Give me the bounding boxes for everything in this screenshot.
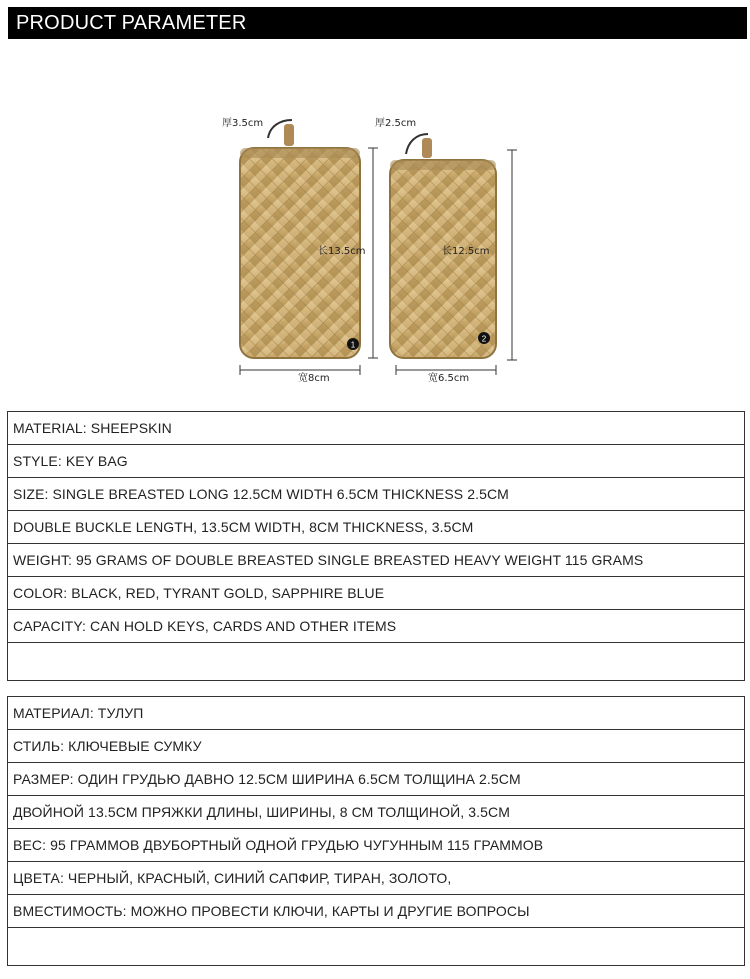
table-row: [8, 610, 745, 643]
spec-style-ru: СТИЛЬ: КЛЮЧЕВЫЕ СУМКУ: [8, 730, 745, 763]
spec-color-ru: ЦВЕТА: ЧЕРНЫЙ, КРАСНЫЙ, СИНИЙ САПФИР, ТИРАН, ЗОЛОТО,: [8, 862, 745, 895]
table-row: [8, 643, 745, 681]
table-row: [8, 697, 745, 730]
table-row: [8, 862, 745, 895]
spec-weight: WEIGHT: 95 GRAMS OF DOUBLE BREASTED SINGLE BREASTED HEAVY WEIGHT 115 GRAMS: [8, 544, 745, 577]
right-thickness-label: 厚2.5cm: [375, 118, 417, 129]
spec-double-size-ru: ДВОЙНОЙ 13.5CM ПРЯЖКИ ДЛИНЫ, ШИРИНЫ, 8 СМ ТОЛЩИНОЙ, 3.5CM: [8, 796, 745, 829]
left-width-label: 宽8cm: [298, 373, 330, 384]
product-image: [210, 108, 540, 393]
spec-color: COLOR: BLACK, RED, TYRANT GOLD, SAPPHIRE BLUE: [8, 577, 745, 610]
table-row: [8, 895, 745, 928]
left-thickness-label: 厚3.5cm: [222, 118, 264, 129]
table-row: [8, 928, 745, 966]
spec-empty-row-ru: [8, 928, 745, 966]
right-badge: 2: [481, 334, 487, 344]
table-row: [8, 763, 745, 796]
spec-double-size: DOUBLE BUCKLE LENGTH, 13.5CM WIDTH, 8CM THICKNESS, 3.5CM: [8, 511, 745, 544]
spec-size: SIZE: SINGLE BREASTED LONG 12.5CM WIDTH 6.5CM THICKNESS 2.5CM: [8, 478, 745, 511]
table-row: [8, 478, 745, 511]
table-row: [8, 829, 745, 862]
table-row: [8, 730, 745, 763]
section-header: [8, 7, 747, 39]
table-row: [8, 511, 745, 544]
right-length-label: 长12.5cm: [442, 246, 490, 257]
spec-capacity: CAPACITY: CAN HOLD KEYS, CARDS AND OTHER ITEMS: [8, 610, 745, 643]
spec-weight-ru: ВЕС: 95 ГРАММОВ ДВУБОРТНЫЙ ОДНОЙ ГРУДЬЮ ЧУГУННЫМ 115 ГРАММОВ: [8, 829, 745, 862]
table-row: [8, 796, 745, 829]
left-wallet: [222, 117, 378, 384]
right-wallet: [375, 117, 517, 384]
spec-size-ru: РАЗМЕР: ОДИН ГРУДЬЮ ДАВНО 12.5CM ШИРИНА 6.5CM ТОЛЩИНА 2.5CM: [8, 763, 745, 796]
spec-material-ru: МАТЕРИАЛ: ТУЛУП: [8, 697, 745, 730]
spec-style: STYLE: KEY BAG: [8, 445, 745, 478]
specs-table-russian: [7, 696, 745, 966]
table-row: [8, 412, 745, 445]
left-length-label: 长13.5cm: [318, 246, 366, 257]
spec-empty-row: [8, 643, 745, 681]
table-row: [8, 577, 745, 610]
right-width-label: 宽6.5cm: [428, 373, 470, 384]
section-title: PRODUCT PARAMETER: [16, 12, 247, 34]
spec-material: MATERIAL: SHEEPSKIN: [8, 412, 745, 445]
table-row: [8, 544, 745, 577]
specs-table-english: [7, 411, 745, 681]
left-badge: 1: [350, 340, 356, 350]
table-row: [8, 445, 745, 478]
spec-capacity-ru: ВМЕСТИМОСТЬ: МОЖНО ПРОВЕСТИ КЛЮЧИ, КАРТЫ И ДРУГИЕ ВОПРОСЫ: [8, 895, 745, 928]
